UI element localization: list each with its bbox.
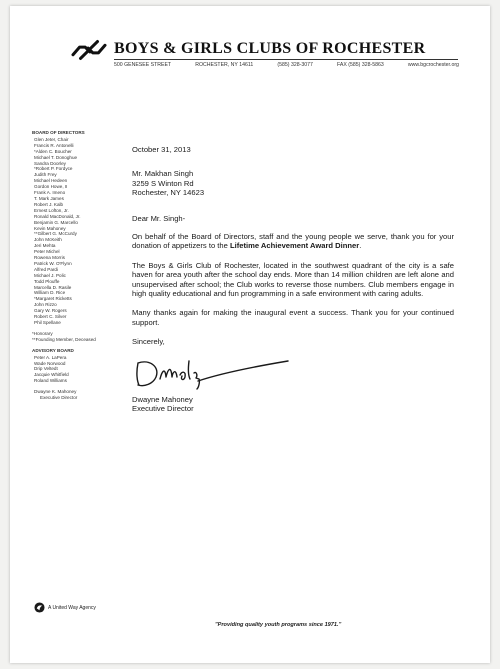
advisory-heading: ADVISORY BOARD bbox=[32, 347, 74, 353]
board-member: T. Mark James bbox=[34, 195, 64, 201]
board-member: Francis R. Antonelli bbox=[34, 142, 74, 148]
sidebar-director-title: Executive Director bbox=[40, 395, 78, 401]
board-member: Ernest Lofton, Jr. bbox=[34, 207, 69, 213]
board-member: Kevin Mahoney bbox=[34, 225, 66, 231]
board-member: Todd Plouffe bbox=[34, 278, 60, 284]
street-address: 500 GENESEE STREET bbox=[114, 62, 172, 68]
sidebar bbox=[32, 130, 118, 401]
board-member: Ronald MacDonald, Jr. bbox=[34, 213, 81, 219]
signer-title: Executive Director bbox=[132, 404, 194, 414]
united-way-badge bbox=[34, 602, 96, 613]
advisory-list bbox=[32, 355, 118, 385]
recipient-address bbox=[132, 169, 454, 197]
paragraph-1 bbox=[132, 232, 454, 251]
letter-body bbox=[132, 145, 454, 414]
board-member: Robert C. Silver bbox=[34, 314, 67, 320]
board-member: Judith Frey bbox=[34, 172, 57, 178]
advisory-member: Roland Williams bbox=[34, 378, 67, 384]
board-note: **Founding Member, Deceased bbox=[32, 336, 96, 342]
united-way-hand-icon bbox=[34, 602, 45, 613]
recipient-city: Rochester, NY 14623 bbox=[132, 188, 205, 198]
board-member: Marcella D. Rasile bbox=[34, 284, 72, 290]
city-address: ROCHESTER, NY 14611 bbox=[195, 62, 254, 68]
board-heading: BOARD OF DIRECTORS bbox=[32, 130, 85, 135]
board-member: John McKeith bbox=[34, 237, 62, 243]
board-member: Glen Jeter, Chair bbox=[34, 136, 69, 142]
board-member: Benjamin G. Marcello bbox=[34, 219, 78, 225]
website[interactable]: www.bgcrochester.org bbox=[407, 62, 459, 68]
board-member: Michael J. Polic bbox=[34, 272, 66, 278]
united-way-text: A United Way Agency bbox=[48, 604, 96, 611]
board-member: Rowena Morris bbox=[34, 255, 65, 261]
board-member: Frank A. Imeno bbox=[34, 190, 66, 196]
letter-date: October 31, 2013 bbox=[132, 145, 191, 154]
paragraph-2: The Boys & Girls Club of Rochester, located in the southwest quadrant of the city is a safe haven for area youth after the school day ends. More than 14 million children are left alone and unsupervised after school; the Club works to reverse those numbers. Club members engage in high quality educational and fun programming in a safe environment with caring adults. bbox=[132, 260, 454, 299]
sidebar-director-name: Dwayne K. Mahoney bbox=[34, 389, 77, 395]
advisory-member: Drip Veltedt bbox=[34, 366, 58, 372]
salutation: Dear Mr. Singh- bbox=[132, 213, 186, 223]
board-note: *Honorary bbox=[32, 330, 53, 336]
board-member: *Margaret Ricketts bbox=[34, 296, 72, 302]
paragraph-3: Many thanks again for making the inaugural event a success. Thank you for your continued support. bbox=[132, 308, 454, 327]
board-member: William D. Rice bbox=[34, 290, 66, 296]
notes-list bbox=[32, 331, 118, 343]
advisory-member: Jacquie Whitfield bbox=[34, 372, 69, 378]
board-member: Michael Hedeen bbox=[34, 178, 68, 184]
board-member: Phil Spellane bbox=[34, 320, 61, 325]
contact-line bbox=[114, 62, 459, 68]
advisory-member: Wade Norwood bbox=[34, 360, 66, 366]
board-list bbox=[32, 137, 118, 326]
board-member: John Rizzo bbox=[34, 302, 57, 308]
board-member: Michael T. Donoghue bbox=[34, 154, 78, 160]
board-member: Gordon Howe, II bbox=[34, 184, 68, 190]
handwritten-signature bbox=[132, 351, 292, 393]
organization-name: BOYS & GIRLS CLUBS OF ROCHESTER bbox=[114, 40, 426, 57]
closing: Sincerely, bbox=[132, 337, 165, 347]
board-member: Peter Michel bbox=[34, 249, 60, 255]
recipient-street: 3259 S Winton Rd bbox=[132, 178, 194, 188]
board-member: Robert J. Kalb bbox=[34, 201, 64, 207]
phone-number: (585) 328-3077 bbox=[277, 62, 313, 68]
letter-page bbox=[10, 6, 490, 663]
board-member: *Robert P. Fordyce bbox=[34, 166, 73, 172]
board-member: Gary W. Rogers bbox=[34, 308, 67, 314]
advisory-member: Peter A. LaPera bbox=[34, 354, 67, 360]
board-member: Jeri Mehta bbox=[34, 243, 56, 249]
paragraph-1-text: On behalf of the Board of Directors, staff and the young people we serve, thank you for your donation of appetizers to the bbox=[132, 232, 454, 251]
board-member: *Alden C. Boucher bbox=[34, 148, 72, 154]
paragraph-1-end: . bbox=[359, 241, 362, 251]
board-member: **Gilbert G. McCurdy bbox=[34, 231, 77, 237]
fax-number: FAX (585) 328-5863 bbox=[337, 62, 384, 68]
boys-girls-club-hands-icon bbox=[70, 34, 108, 66]
board-member: Sandra Doorley bbox=[34, 160, 66, 166]
recipient-name: Mr. Makhan Singh bbox=[132, 169, 194, 179]
signer-name: Dwayne Mahoney bbox=[132, 394, 193, 404]
board-member: Alfred Pardi bbox=[34, 266, 59, 272]
event-name: Lifetime Achievement Award Dinner bbox=[229, 241, 360, 251]
slogan: "Providing quality youth programs since 1971." bbox=[215, 622, 342, 628]
board-member: Patrick W. O'Flynn bbox=[34, 260, 72, 266]
header-rule bbox=[114, 59, 458, 60]
